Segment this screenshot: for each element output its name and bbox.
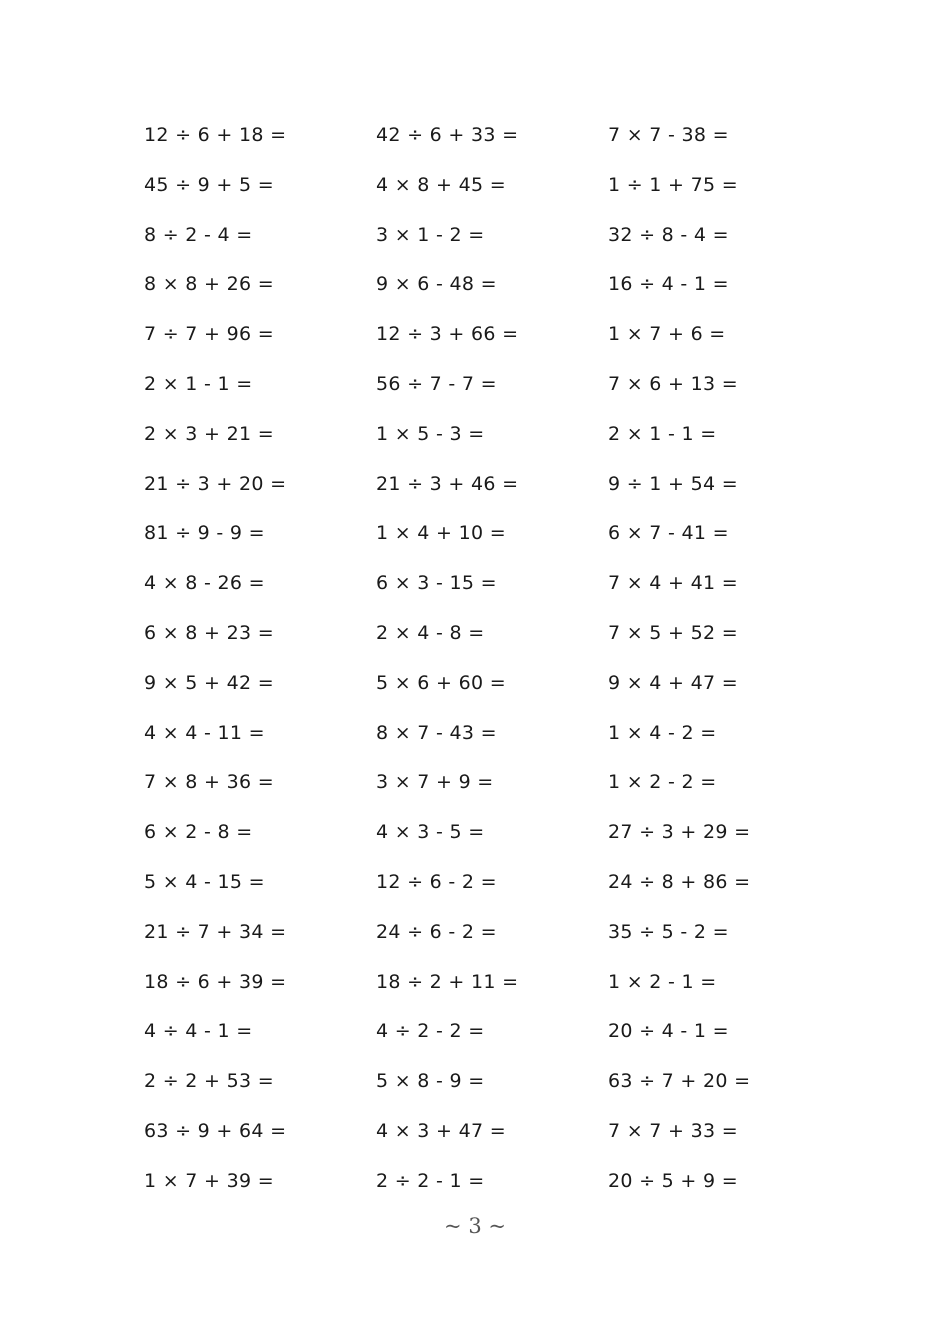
arithmetic-problem: 2 × 4 - 8 = (376, 622, 485, 644)
arithmetic-problem: 21 ÷ 3 + 20 = (144, 472, 287, 495)
arithmetic-problem: 42 ÷ 6 + 33 = (376, 124, 519, 146)
arithmetic-problem: 63 ÷ 9 + 64 = (144, 1120, 287, 1142)
arithmetic-problem: 1 ÷ 1 + 75 = (608, 173, 738, 196)
arithmetic-problem: 4 × 8 - 26 = (144, 572, 265, 595)
arithmetic-problem: 2 ÷ 2 - 1 = (376, 1169, 485, 1192)
arithmetic-problem: 8 × 7 - 43 = (376, 721, 497, 744)
arithmetic-problem: 21 ÷ 7 + 34 = (144, 920, 287, 943)
arithmetic-problem: 1 × 4 + 10 = (376, 522, 506, 545)
arithmetic-problem: 20 ÷ 4 - 1 = (608, 1020, 729, 1043)
problem-row (0, 1116, 950, 1146)
arithmetic-problem: 56 ÷ 7 - 7 = (376, 373, 497, 395)
arithmetic-problem: 16 ÷ 4 - 1 = (608, 273, 729, 296)
problem-row (0, 220, 950, 250)
problem-row (0, 269, 950, 299)
problem-row (0, 668, 950, 698)
arithmetic-problem: 2 × 1 - 1 = (144, 373, 253, 395)
problem-row (0, 518, 950, 548)
problem-row (0, 867, 950, 897)
problem-row (0, 718, 950, 748)
arithmetic-problem: 4 × 3 - 5 = (376, 821, 485, 844)
arithmetic-problem: 3 × 7 + 9 = (376, 771, 494, 794)
arithmetic-problem: 1 × 7 + 39 = (144, 1169, 274, 1192)
arithmetic-problem: 18 ÷ 2 + 11 = (376, 970, 519, 993)
arithmetic-problem: 20 ÷ 5 + 9 = (608, 1169, 738, 1192)
problem-row (0, 917, 950, 947)
arithmetic-problem: 63 ÷ 7 + 20 = (608, 1070, 751, 1093)
arithmetic-problem: 4 × 4 - 11 = (144, 721, 265, 744)
arithmetic-problem: 7 × 4 + 41 = (608, 572, 738, 595)
arithmetic-problem: 9 × 6 - 48 = (376, 273, 497, 296)
arithmetic-problem: 35 ÷ 5 - 2 = (608, 920, 729, 943)
problem-row (0, 469, 950, 499)
problem-row (0, 170, 950, 200)
problem-row (0, 369, 950, 399)
arithmetic-problem: 12 ÷ 6 + 18 = (144, 124, 287, 146)
arithmetic-problem: 45 ÷ 9 + 5 = (144, 173, 274, 196)
arithmetic-problem: 24 ÷ 8 + 86 = (608, 871, 751, 893)
problem-row (0, 120, 950, 150)
arithmetic-problem: 1 × 4 - 2 = (608, 721, 717, 744)
arithmetic-problem: 9 × 5 + 42 = (144, 671, 274, 694)
arithmetic-problem: 5 × 6 + 60 = (376, 671, 506, 694)
problem-row (0, 817, 950, 847)
page-number: ~ 3 ~ (444, 1214, 506, 1238)
arithmetic-problem: 1 × 5 - 3 = (376, 422, 485, 445)
arithmetic-problem: 9 × 4 + 47 = (608, 671, 738, 694)
arithmetic-problem: 2 × 3 + 21 = (144, 422, 274, 445)
problem-row (0, 1016, 950, 1046)
arithmetic-problem: 5 × 8 - 9 = (376, 1070, 485, 1093)
arithmetic-problem: 6 × 2 - 8 = (144, 821, 253, 844)
problem-row (0, 1066, 950, 1096)
arithmetic-problem: 7 × 7 + 33 = (608, 1120, 738, 1142)
arithmetic-problem: 6 × 8 + 23 = (144, 622, 274, 644)
problem-row (0, 568, 950, 598)
arithmetic-problem: 7 × 7 - 38 = (608, 124, 729, 146)
arithmetic-problem: 12 ÷ 3 + 66 = (376, 323, 519, 346)
arithmetic-problem: 2 ÷ 2 + 53 = (144, 1070, 274, 1093)
arithmetic-problem: 4 × 8 + 45 = (376, 173, 506, 196)
arithmetic-problem: 1 × 2 - 1 = (608, 970, 717, 993)
arithmetic-problem: 7 × 5 + 52 = (608, 622, 738, 644)
arithmetic-problem: 4 ÷ 2 - 2 = (376, 1020, 485, 1043)
arithmetic-problem: 1 × 7 + 6 = (608, 323, 726, 346)
arithmetic-problem: 3 × 1 - 2 = (376, 223, 485, 246)
arithmetic-problem: 8 × 8 + 26 = (144, 273, 274, 296)
arithmetic-problem: 7 ÷ 7 + 96 = (144, 323, 274, 346)
arithmetic-problem: 9 ÷ 1 + 54 = (608, 472, 738, 495)
problem-row (0, 1166, 950, 1196)
arithmetic-problem: 2 × 1 - 1 = (608, 422, 717, 445)
arithmetic-problem: 6 × 7 - 41 = (608, 522, 729, 545)
arithmetic-problem: 24 ÷ 6 - 2 = (376, 920, 497, 943)
problem-row (0, 967, 950, 997)
arithmetic-problem: 12 ÷ 6 - 2 = (376, 871, 497, 893)
arithmetic-problem: 81 ÷ 9 - 9 = (144, 522, 265, 545)
problem-row (0, 419, 950, 449)
arithmetic-problem: 21 ÷ 3 + 46 = (376, 472, 519, 495)
arithmetic-problem: 5 × 4 - 15 = (144, 871, 265, 893)
arithmetic-problem: 4 ÷ 4 - 1 = (144, 1020, 253, 1043)
arithmetic-problem: 32 ÷ 8 - 4 = (608, 223, 729, 246)
arithmetic-problem: 4 × 3 + 47 = (376, 1120, 506, 1142)
problem-row (0, 618, 950, 648)
arithmetic-problem: 7 × 8 + 36 = (144, 771, 274, 794)
arithmetic-problem: 7 × 6 + 13 = (608, 373, 738, 395)
problem-row (0, 319, 950, 349)
arithmetic-problem: 18 ÷ 6 + 39 = (144, 970, 287, 993)
arithmetic-problem: 8 ÷ 2 - 4 = (144, 223, 253, 246)
arithmetic-problem: 6 × 3 - 15 = (376, 572, 497, 595)
arithmetic-problem: 1 × 2 - 2 = (608, 771, 717, 794)
arithmetic-problem: 27 ÷ 3 + 29 = (608, 821, 751, 844)
problem-row (0, 767, 950, 797)
